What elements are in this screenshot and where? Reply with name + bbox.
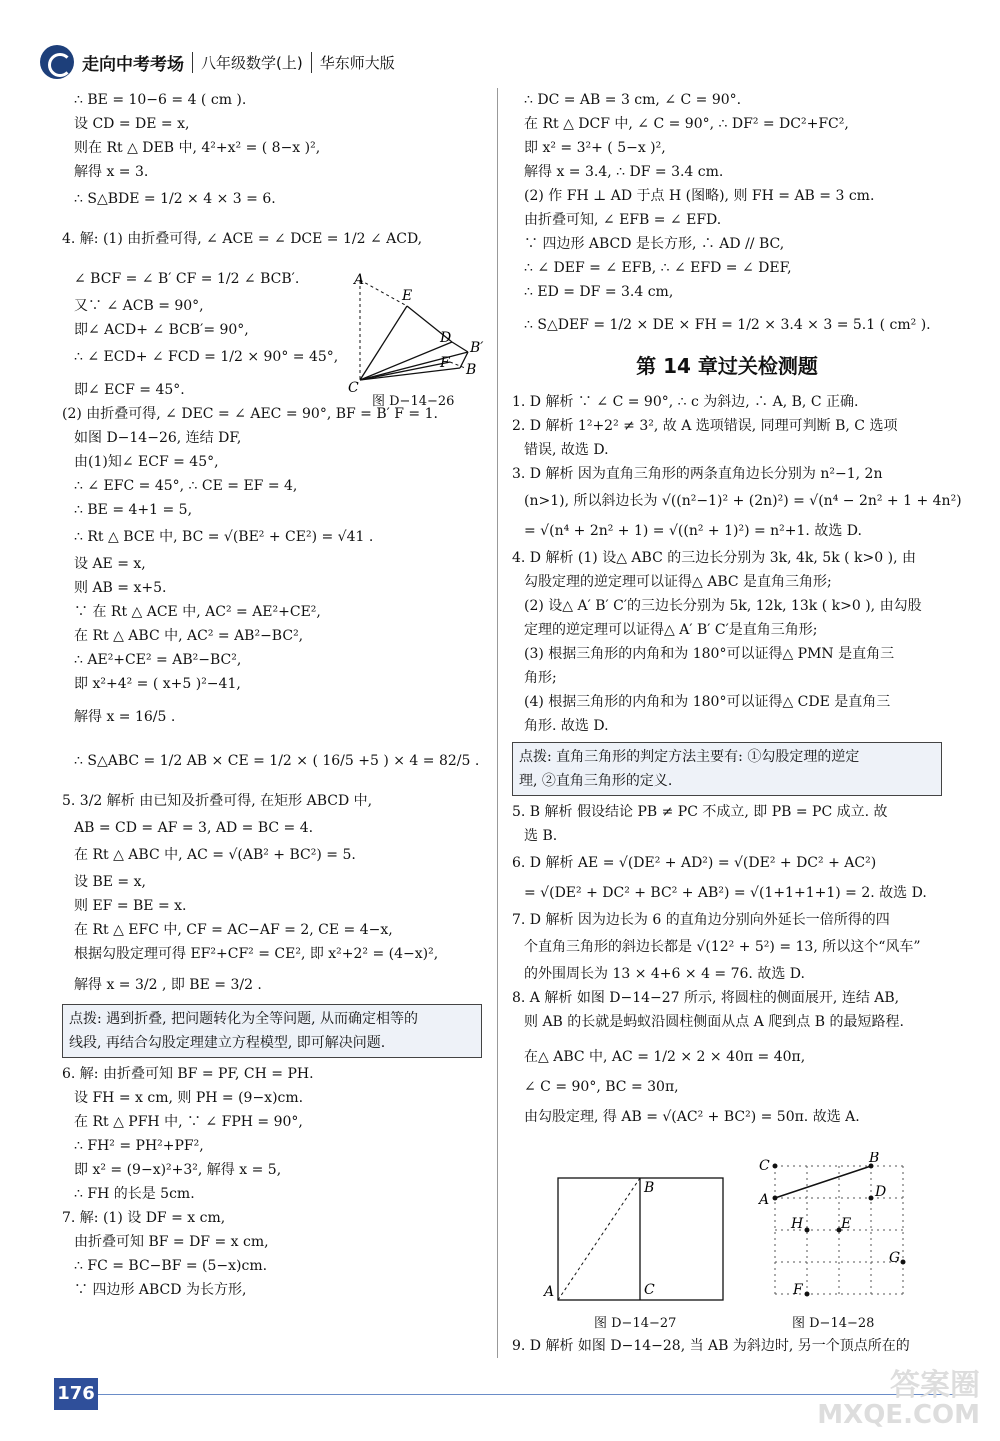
text-line: 设 BE = x, [74,874,146,890]
tip-line: 点拨: 遇到折叠, 把问题转化为全等问题, 从而确定相等的 [69,1011,418,1027]
fig27-label: B [644,1180,655,1196]
fig26-label: C [348,380,359,396]
text-line: 在 Rt △ ABC 中, AC = √(AB² + BC²) = 5. [74,847,356,863]
text-line: 则在 Rt △ DEB 中, 4²+x² = ( 8−x )², [74,140,321,156]
answer-line: 2. D 解析 1²+2² ≠ 3², 故 A 选项错误, 同理可判断 B, C 选项 [512,418,898,434]
tip-line: 线段, 再结合勾股定理建立方程模型, 即可解决问题. [69,1035,386,1051]
answer-line: (n>1), 所以斜边长为 √((n²−1)² + (2n)²) = √(n⁴ − 2n² + 1 + 4n²) [524,493,962,509]
text-line: ∴ ∠ ECD+ ∠ FCD = 1/2 × 90° = 45°, [74,349,339,365]
fig26-label: E [402,288,413,304]
answer-line: 选 B. [524,828,558,844]
text-line: 由折叠可知 BF = DF = x cm, [74,1234,269,1250]
fig28-label: F [793,1282,803,1298]
figure-caption: 图 D−14−28 [792,1316,875,1331]
tip-box [512,742,942,796]
answer-line: 由勾股定理, 得 AB = √(AC² + BC²) = 50π. 故选 A. [524,1109,860,1125]
fig28-label: A [759,1192,770,1208]
fig28-label: G [889,1250,901,1266]
figure-caption: 图 D−14−26 [372,394,455,409]
text-line: ∴ FC = BC−BF = (5−x)cm. [74,1258,268,1274]
fig26-label: F [440,355,450,371]
brand-logo-icon [40,45,74,79]
fig26-label: D [440,330,452,346]
text-line: 4. 解: (1) 由折叠可得, ∠ ACE = ∠ DCE = 1/2 ∠ ACD, [62,231,423,247]
answer-line: 3. D 解析 因为直角三角形的两条直角边长分别为 n²−1, 2n [512,466,883,482]
fig28-label: H [791,1216,804,1232]
answer-line: 错误, 故选 D. [524,442,609,458]
answer-line: 角形; [524,670,557,686]
figure-d-14-27 [540,1170,740,1310]
text-line: 则 EF = BE = x. [74,898,187,914]
text-line: 即∠ ECF = 45°. [74,382,185,398]
figure-caption: 图 D−14−27 [594,1316,677,1331]
fig28-label: E [841,1216,852,1232]
text-line: 即 x²+4² = ( x+5 )²−41, [74,676,241,692]
text-line: 如图 D−14−26, 连结 DF, [74,430,242,446]
text-line: ∴ BE = 4+1 = 5, [74,502,193,518]
text-line: 解得 x = 3/2 , 即 BE = 3/2 . [74,977,262,993]
figure-d-14-28 [755,1152,915,1312]
answer-line: 1. D 解析 ∵ ∠ C = 90°, ∴ c 为斜边, ∴ A, B, C 正确. [512,394,859,410]
text-line: 根据勾股定理可得 EF²+CF² = CE², 即 x²+2² = (4−x)², [74,946,439,962]
text-line: ∵ 四边形 ABCD 为长方形, [74,1282,247,1298]
text-line: 由折叠可知, ∠ EFB = ∠ EFD. [524,212,722,228]
tip-box [62,1004,482,1058]
text-line: 5. 3/2 解析 由已知及折叠可得, 在矩形 ABCD 中, [62,793,373,809]
right-column [512,88,962,1132]
answer-line: 则 AB 的长就是蚂蚁沿圆柱侧面从点 A 爬到点 B 的最短路程. [524,1014,904,1030]
edition-label: 华东师大版 [311,52,395,73]
text-line: ∴ DC = AB = 3 cm, ∠ C = 90°. [524,92,742,108]
fig27-label: A [544,1284,555,1300]
text-line: ∴ BE = 10−6 = 4 ( cm ). [74,92,247,108]
text-line: ∠ BCF = ∠ B′ CF = 1/2 ∠ BCB′. [74,271,300,287]
text-line: 由(1)知∠ ECF = 45°, [74,454,219,470]
text-line: ∴ ED = DF = 3.4 cm, [524,284,674,300]
page-number: 176 [54,1378,98,1410]
fig28-label: B [869,1152,880,1166]
fig27-label: C [644,1282,655,1298]
section-title: 第 14 章过关检测题 [636,354,818,378]
text-line: 解得 x = 16/5 . [74,709,176,725]
text-line: ∴ S△DEF = 1/2 × DE × FH = 1/2 × 3.4 × 3 = 5.1 ( cm² ). [524,317,931,333]
text-line: ∴ AE²+CE² = AB²−BC², [74,652,242,668]
text-line: 设 AE = x, [74,556,146,572]
text-line: (2) 由折叠可得, ∠ DEC = ∠ AEC = 90°, BF = B′ F = 1. [62,406,438,422]
text-line: 设 CD = DE = x, [74,116,190,132]
text-line: ∴ ∠ DEF = ∠ EFB, ∴ ∠ EFD = ∠ DEF, [524,260,792,276]
footer-rule [98,1394,958,1395]
fig26-label: A [354,272,365,288]
text-line: 即 x² = 3²+ ( 5−x )², [524,140,666,156]
text-line: (2) 作 FH ⊥ AD 于点 H (图略), 则 FH = AB = 3 cm. [524,188,875,204]
answer-line: 个直角三角形的斜边长都是 √(12² + 5²) = 13, 所以这个“风车” [524,939,921,955]
text-line: ∴ S△BDE = 1/2 × 4 × 3 = 6. [74,191,276,207]
answer-line: 6. D 解析 AE = √(DE² + AD²) = √(DE² + DC² + AC²) [512,855,877,871]
text-line: 设 FH = x cm, 则 PH = (9−x)cm. [74,1090,304,1106]
text-line: 6. 解: 由折叠可知 BF = PF, CH = PH. [62,1066,314,1082]
text-line: 又∵ ∠ ACB = 90°, [74,298,204,314]
answer-line: = √(DE² + DC² + BC² + AB²) = √(1+1+1+1) = 2. 故选 D. [524,885,927,901]
text-line: 即∠ ACD+ ∠ BCB′= 90°, [74,322,249,338]
text-line: ∴ FH² = PH²+PF², [74,1138,204,1154]
figure-d-14-26 [340,270,500,410]
tip-line: 点拨: 直角三角形的判定方法主要有: ①勾股定理的逆定 [519,749,860,765]
fig26-label: B′ [470,340,484,356]
answer-line: 9. D 解析 如图 D−14−28, 当 AB 为斜边时, 另一个顶点所在的 [512,1338,910,1354]
text-line: ∵ 四边形 ABCD 是长方形, ∴ AD // BC, [524,236,785,252]
answer-line: (3) 根据三角形的内角和为 180°可以证得△ PMN 是直角三 [524,646,895,662]
answer-line: 4. D 解析 (1) 设△ ABC 的三边长分别为 3k, 4k, 5k ( k>0 ), 由 [512,550,916,566]
fig28-label: C [759,1158,770,1174]
answer-line: 角形. 故选 D. [524,718,609,734]
text-line: AB = CD = AF = 3, AD = BC = 4. [74,820,314,836]
answer-line: 5. B 解析 假设结论 PB ≠ PC 不成立, 即 PB = PC 成立. 故 [512,804,888,820]
watermark: 答案圈 [890,1368,980,1403]
answer-line: (2) 设△ A′ B′ C′的三边长分别为 5k, 12k, 13k ( k>0 ), 由勾股 [524,598,922,614]
text-line: 在 Rt △ ABC 中, AC² = AB²−BC², [74,628,304,644]
text-line: 在 Rt △ PFH 中, ∵ ∠ FPH = 90°, [74,1114,303,1130]
fig28-label: D [875,1184,887,1200]
answer-line: 7. D 解析 因为边长为 6 的直角边分别向外延长一倍所得的四 [512,912,890,928]
text-line: 在 Rt △ DCF 中, ∠ C = 90°, ∴ DF² = DC²+FC², [524,116,849,132]
text-line: 则 AB = x+5. [74,580,167,596]
answer-line: 8. A 解析 如图 D−14−27 所示, 将圆柱的侧面展开, 连结 AB, [512,990,900,1006]
brand-name: 走向中考考场 [82,54,184,75]
fig26-label: B [466,362,477,378]
text-line: 解得 x = 3.4, ∴ DF = 3.4 cm. [524,164,724,180]
answer-line: 勾股定理的逆定理可以证得△ ABC 是直角三角形; [524,574,832,590]
subject-label: 八年级数学(上) [192,52,303,73]
answer-line: 的外围周长为 13 × 4+6 × 4 = 76. 故选 D. [524,966,805,982]
text-line: 即 x² = (9−x)²+3², 解得 x = 5, [74,1162,282,1178]
text-line: ∴ ∠ EFC = 45°, ∴ CE = EF = 4, [74,478,298,494]
text-line: 解得 x = 3. [74,164,149,180]
answer-line: = √(n⁴ + 2n² + 1) = √((n² + 1)²) = n²+1. 故选 D. [524,523,862,539]
text-line: 7. 解: (1) 设 DF = x cm, [62,1210,226,1226]
text-line: ∴ Rt △ BCE 中, BC = √(BE² + CE²) = √41 . [74,529,374,545]
text-line: ∵ 在 Rt △ ACE 中, AC² = AE²+CE², [74,604,321,620]
text-line: ∴ FH 的长是 5cm. [74,1186,195,1202]
answer-line: 定理的逆定理可以证得△ A′ B′ C′是直角三角形; [524,622,818,638]
page-header [40,44,395,80]
answer-line: ∠ C = 90°, BC = 30π, [524,1079,679,1095]
text-line: 在 Rt △ EFC 中, CF = AC−AF = 2, CE = 4−x, [74,922,393,938]
answer-line: 在△ ABC 中, AC = 1/2 × 2 × 40π = 40π, [524,1049,806,1065]
answer-line: (4) 根据三角形的内角和为 180°可以证得△ CDE 是直角三 [524,694,891,710]
text-line: ∴ S△ABC = 1/2 AB × CE = 1/2 × ( 16/5 +5 ) × 4 = 82/5 . [74,753,480,769]
tip-line: 理, ②直角三角形的定义. [519,773,673,789]
watermark: MXQE.COM [817,1400,980,1430]
